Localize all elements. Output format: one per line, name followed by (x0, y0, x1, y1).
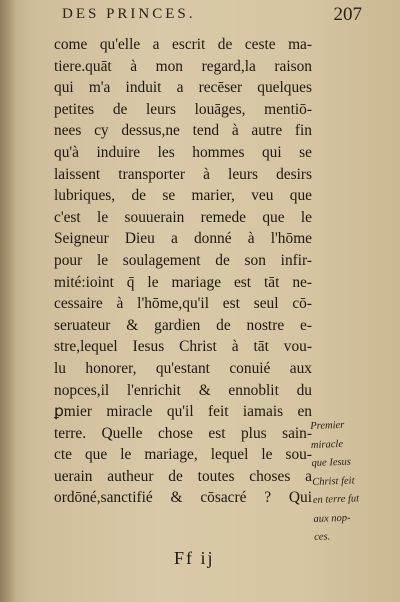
text-line: Seigneur Dieu a donné à l'hōme (54, 230, 312, 248)
text-line: mité:ioint q̄ le mariage est tāt ne- (54, 273, 312, 291)
text-line: stre,lequel Iesus Christ à tāt vou- (54, 338, 312, 356)
running-head (62, 4, 362, 34)
text-line: lubriques, de se marier, veu que (54, 187, 312, 205)
text-line: qu'à induire les hommes qui se (54, 143, 312, 161)
text-line: c'est le souuerain remede que le (54, 208, 312, 226)
marginal-note (310, 416, 380, 548)
text-line: ordōné,sanctifié & cōsacré ? Qui (54, 489, 312, 507)
marginal-note-line: en terre fut (312, 493, 360, 506)
text-line: cte que le mariage, lequel le sou- (54, 446, 312, 464)
text-line: seruateur & gardien de nostre e- (54, 316, 312, 334)
text-line: qui m'a induit a recēser quelques (54, 79, 312, 97)
text-line: ꝑmier miracle qu'il feit iamais en (54, 403, 312, 421)
text-line: uerain autheur de toutes choses a (54, 467, 312, 485)
page-number: 207 (333, 4, 362, 25)
text-line: laissent transporter à leurs desirs (54, 165, 312, 183)
text-line: petites de leurs louāges, mentiō- (54, 100, 312, 118)
text-line: nopces,il l'enrichit & ennoblit du (54, 381, 312, 399)
text-line: terre. Quelle chose est plus sain- (54, 424, 312, 442)
marginal-note-line: miracle (310, 438, 344, 451)
running-title: DES PRINCES. (62, 6, 196, 22)
marginal-note-line: aux nop- (313, 512, 351, 525)
marginal-note-line: ces. (313, 531, 331, 543)
text-line: pour le soulagement de son infir- (54, 251, 312, 269)
marginal-note-line: Christ feit (312, 474, 355, 488)
text-line: tiere.quāt à mon regard,la raison (54, 57, 312, 75)
text-line: cessaire à l'hōme,qu'il est seul cō- (54, 295, 312, 313)
text-line: nees cy dessus,ne tend à autre fin (54, 122, 312, 140)
marginal-note-line: Premier (310, 419, 345, 432)
text-line: lu honorer, qu'estant conuié aux (54, 359, 312, 377)
text-line: come qu'elle a escrit de ceste ma- (54, 36, 312, 53)
signature-mark: Ff ij (174, 548, 215, 568)
body-text (54, 34, 312, 509)
marginal-note-line: que Iesus (311, 456, 352, 469)
